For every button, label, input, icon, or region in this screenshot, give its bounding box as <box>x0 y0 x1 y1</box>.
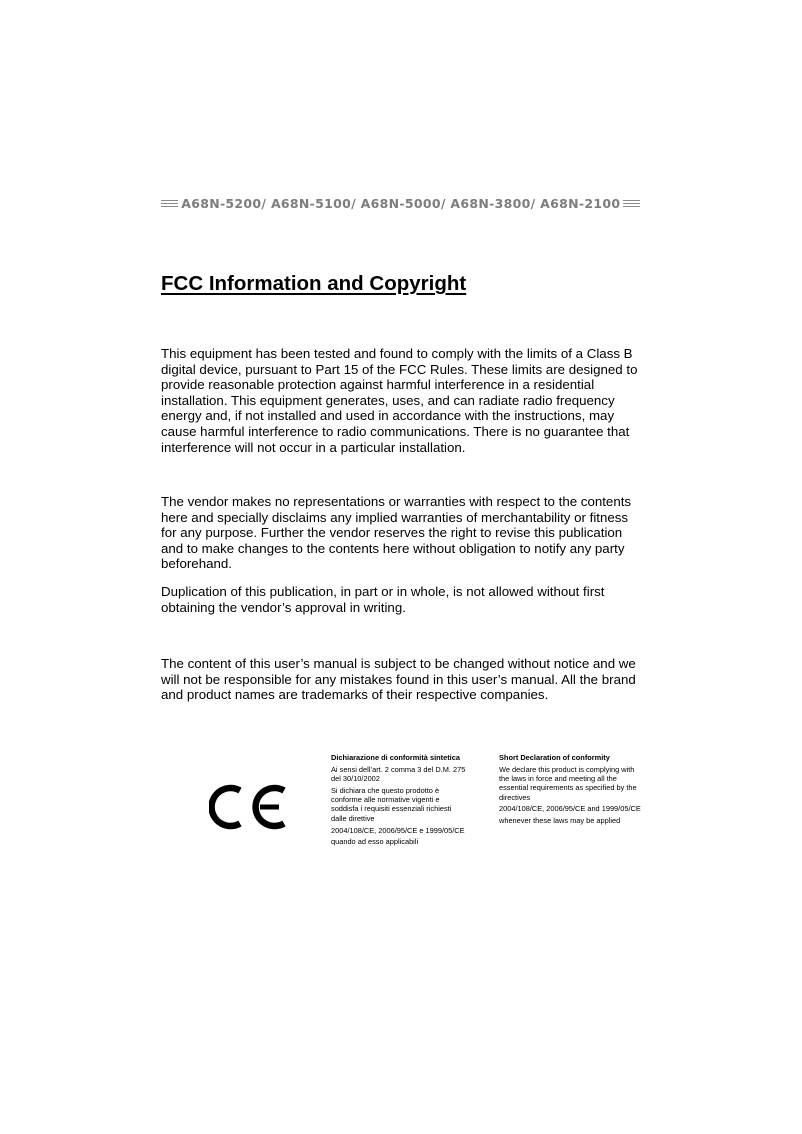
italian-declaration <box>331 753 469 849</box>
page-title: FCC Information and Copyright <box>161 272 467 295</box>
manual-notice-paragraph: The content of this user’s manual is subject to be changed without notice and we will not be responsible for any mistakes found in this user’s manual. All the brand and product names are trademarks of their respective companies. <box>161 656 636 703</box>
english-declaration-line: We declare this product is complying with the laws in force and meeting all the essential requirements as specified by the directives <box>499 764 637 802</box>
header-rule-left <box>161 200 178 207</box>
fcc-paragraph: This equipment has been tested and found to comply with the limits of a Class B digital device, pursuant to Part 15 of the FCC Rules. These limits are designed to provide reasonable protection against harmful interference in a residential installation. This equipment generates, uses, and can radiate radio frequency energy and, if not installed and used in accordance with the instructions, may cause harmful interference to radio communications. There is no guarantee that interference will not occur in a particular installation. <box>161 346 638 455</box>
english-declaration-line: 2004/108/CE, 2006/95/CE and 1999/05/CE <box>499 804 641 814</box>
italian-declaration-line: Si dichiara che questo prodotto è conforme alle normative vigenti e soddisfa i requisiti essenziali richiesti dalle direttive <box>331 785 452 823</box>
header-rule-right <box>623 200 640 207</box>
italian-declaration-line: quando ad esso applicabili <box>331 837 419 847</box>
italian-declaration-line: 2004/108/CE, 2006/95/CE e 1999/05/CE <box>331 825 465 835</box>
page-header <box>161 193 640 213</box>
ce-mark-icon <box>209 779 289 835</box>
english-declaration-heading: Short Declaration of conformity <box>499 753 610 762</box>
english-declaration-line: whenever these laws may be applied <box>499 816 621 826</box>
disclaimer-paragraph: The vendor makes no representations or warranties with respect to the contents here and specially disclaims any implied warranties of merchantability or fitness for any purpose. Further the vendor reserves the right to revise this publication and to make changes to the contents here without obligation to notify any party beforehand. <box>161 494 632 572</box>
italian-declaration-line: Ai sensi dell’art. 2 comma 3 del D.M. 275 del 30/10/2002 <box>331 764 466 784</box>
italian-declaration-heading: Dichiarazione di conformità sintetica <box>331 753 460 762</box>
duplication-paragraph: Duplication of this publication, in part or in whole, is not allowed without first obtaining the vendor’s approval in writing. <box>161 584 605 615</box>
english-declaration <box>499 753 644 828</box>
models-title: A68N-5200/ A68N-5100/ A68N-5000/ A68N-3800/ A68N-2100 <box>181 195 621 211</box>
